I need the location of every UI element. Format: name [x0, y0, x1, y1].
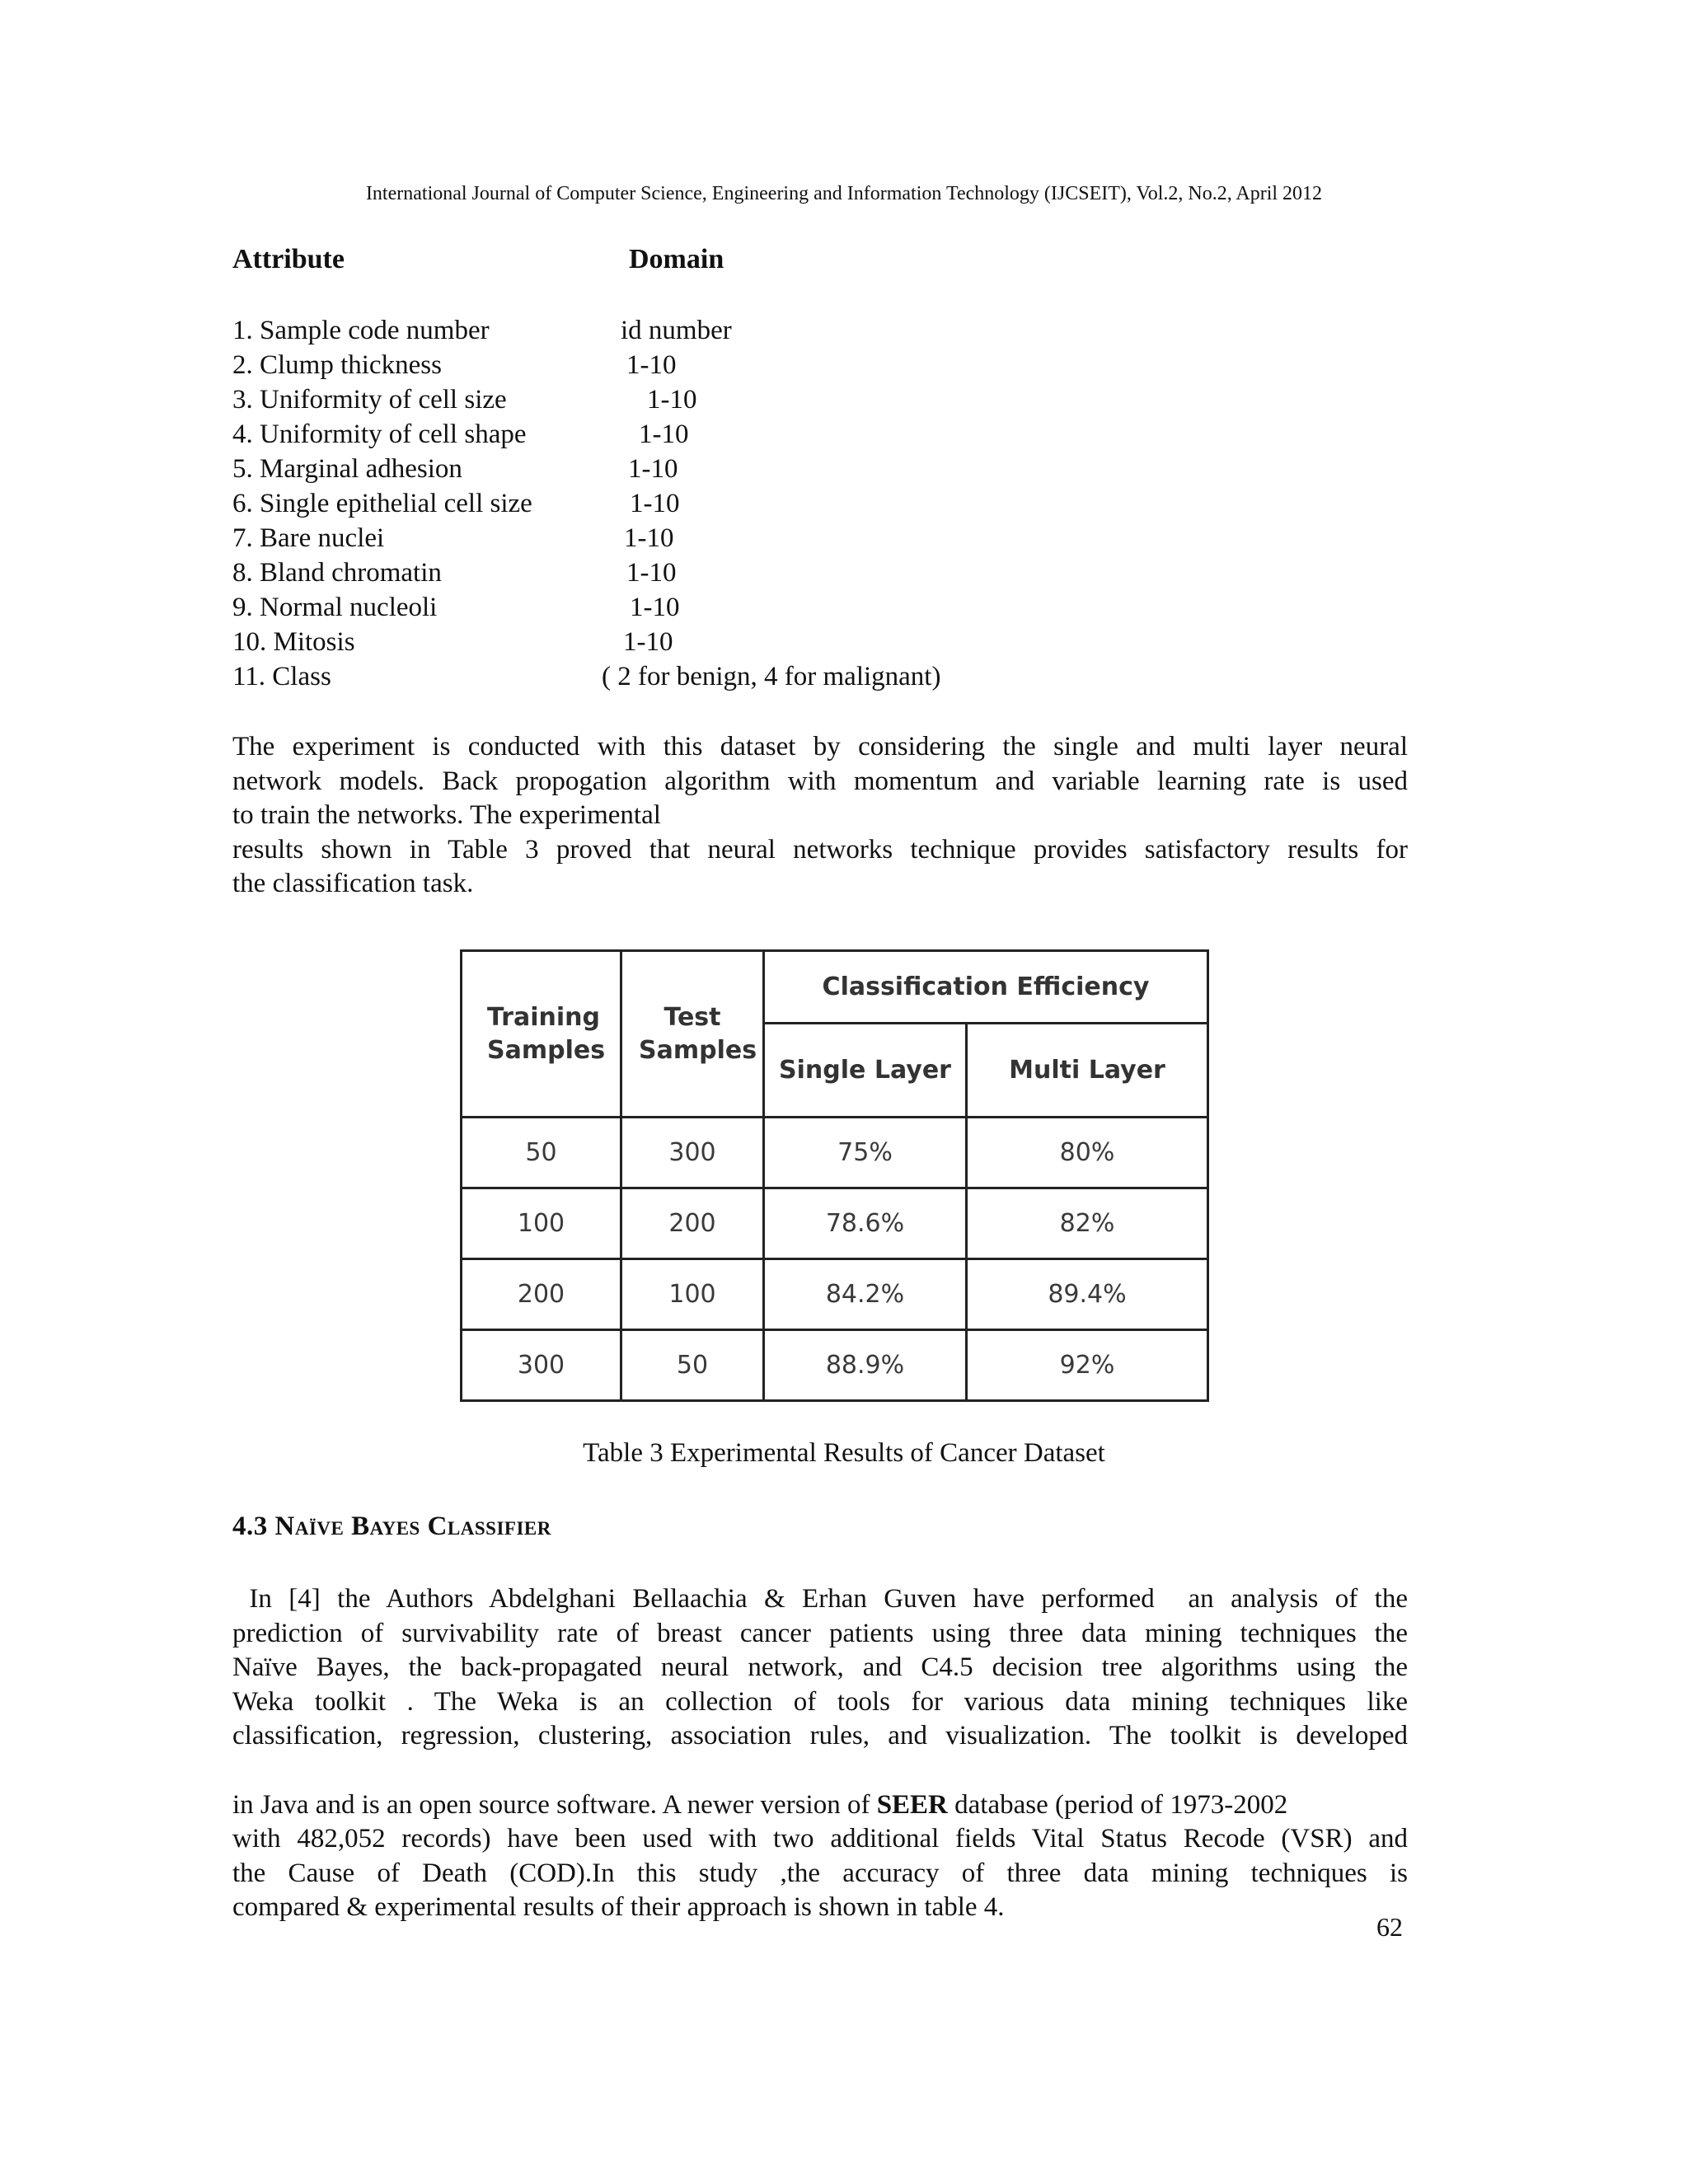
paragraph-experiment: [232, 730, 1408, 902]
attribute-name: 11. Class: [232, 662, 331, 691]
cell-test: 300: [621, 1118, 764, 1188]
table-row: [462, 1118, 1208, 1188]
attribute-domain: 1-10: [626, 558, 677, 588]
attribute-row: [232, 659, 1221, 694]
page-number: 62: [1376, 1912, 1403, 1942]
table-row: [462, 1330, 1208, 1401]
attribute-domain: 1-10: [647, 385, 697, 415]
attribute-name: 10. Mitosis: [232, 627, 355, 657]
attribute-row: [232, 313, 1221, 348]
attribute-domain: 1-10: [630, 489, 680, 518]
domain-heading: Domain: [629, 244, 724, 274]
attribute-row: [232, 590, 1221, 625]
line-text: in Java and is an open source software. A newer version of: [232, 1789, 877, 1820]
cell-test: 200: [621, 1188, 764, 1259]
cell-multi: 92%: [967, 1330, 1208, 1401]
attribute-name: 1. Sample code number: [232, 316, 490, 345]
header-training-samples: Training Samples: [462, 951, 621, 1118]
paragraph-line: classification, regression, clustering, association rules, and visualization. The toolkit is developed: [232, 1721, 1408, 1751]
attribute-row: [232, 382, 1221, 417]
results-table: [460, 949, 1207, 1399]
cell-test: 50: [621, 1330, 764, 1401]
paragraph-line: network models. Back propogation algorithm with momentum and variable learning rate is used: [232, 766, 1408, 796]
header-classification-efficiency: Classification Efficiency: [764, 951, 1208, 1024]
paragraph-line: Naïve Bayes, the back-propagated neural network, and C4.5 decision tree algorithms using the: [232, 1652, 1408, 1683]
paragraph-line: results shown in Table 3 proved that neural networks technique provides satisfactory results for: [232, 834, 1408, 865]
header-multi-layer: Multi Layer: [967, 1024, 1208, 1118]
attribute-name: 6. Single epithelial cell size: [232, 489, 532, 518]
attribute-domain: 1-10: [639, 419, 689, 449]
cell-multi: 89.4%: [967, 1259, 1208, 1330]
header-single-layer: Single Layer: [764, 1024, 967, 1118]
cell-single: 84.2%: [764, 1259, 967, 1330]
header-test-samples: Test Samples: [621, 951, 764, 1118]
attribute-domain: id number: [621, 316, 732, 345]
seer-term: SEER: [876, 1789, 948, 1820]
table-caption: Table 3 Experimental Results of Cancer Dataset: [583, 1438, 1105, 1468]
section-title: 4.3 Naïve Bayes Classifier: [232, 1511, 551, 1541]
attribute-name: 5. Marginal adhesion: [232, 454, 462, 484]
attribute-name: 8. Bland chromatin: [232, 558, 442, 588]
paragraph-line: The experiment is conducted with this dataset by considering the single and multi layer neural: [232, 732, 1408, 762]
attribute-domain: 1-10: [624, 523, 674, 553]
cell-training: 50: [462, 1118, 621, 1188]
attribute-domain: ( 2 for benign, 4 for malignant): [602, 662, 941, 691]
table-row: [462, 1188, 1208, 1259]
paragraph-line: In [4] the Authors Abdelghani Bellaachia & Erhan Guven have performed an analysis of the: [232, 1584, 1409, 1614]
attribute-row: [232, 521, 1221, 555]
attribute-row: [232, 555, 1221, 590]
attribute-row: [232, 348, 1221, 382]
cell-multi: 80%: [967, 1118, 1208, 1188]
attribute-domain: 1-10: [626, 350, 677, 380]
paragraph-naive-bayes: [232, 1582, 1408, 1925]
line-text: database (period of 1973-2002: [947, 1789, 1288, 1820]
journal-header: International Journal of Computer Science, Engineering and Information Technology (IJCSEIT), Vol.2, No.2, April 2012: [365, 183, 1323, 204]
paragraph-line: to train the networks. The experimental: [232, 800, 661, 831]
paragraph-line: the Cause of Death (COD).In this study ,the accuracy of three data mining techniques is: [232, 1858, 1408, 1888]
attribute-domain: 1-10: [623, 627, 673, 657]
paragraph-line: the classification task.: [232, 869, 474, 899]
table-row: [462, 1259, 1208, 1330]
attribute-name: 9. Normal nucleoli: [232, 593, 438, 622]
attribute-row: [232, 486, 1221, 521]
paragraph-line: compared & experimental results of their approach is shown in table 4.: [232, 1892, 1005, 1923]
attribute-name: 3. Uniformity of cell size: [232, 385, 507, 415]
attribute-name: 7. Bare nuclei: [232, 523, 385, 553]
cell-training: 300: [462, 1330, 621, 1401]
paragraph-line: Weka toolkit . The Weka is an collection of tools for various data mining techniques like: [232, 1686, 1408, 1717]
paragraph-line-seer: [232, 1754, 1408, 1822]
cell-multi: 82%: [967, 1188, 1208, 1259]
cell-training: 200: [462, 1259, 621, 1330]
attribute-row: [232, 452, 1221, 486]
cell-single: 78.6%: [764, 1188, 967, 1259]
attribute-domain: 1-10: [628, 454, 678, 484]
attribute-row: [232, 417, 1221, 452]
attribute-heading: Attribute: [232, 244, 345, 274]
cell-single: 75%: [764, 1118, 967, 1188]
paragraph-line: prediction of survivability rate of breast cancer patients using three data mining techniques the: [232, 1618, 1408, 1648]
cell-test: 100: [621, 1259, 764, 1330]
attribute-name: 4. Uniformity of cell shape: [232, 419, 527, 449]
attribute-row: [232, 625, 1221, 659]
cell-training: 100: [462, 1188, 621, 1259]
paragraph-line: with 482,052 records) have been used with two additional fields Vital Status Recode (VSR) and: [232, 1824, 1408, 1854]
cell-single: 88.9%: [764, 1330, 967, 1401]
attribute-domain: 1-10: [630, 593, 680, 622]
attribute-name: 2. Clump thickness: [232, 350, 442, 380]
